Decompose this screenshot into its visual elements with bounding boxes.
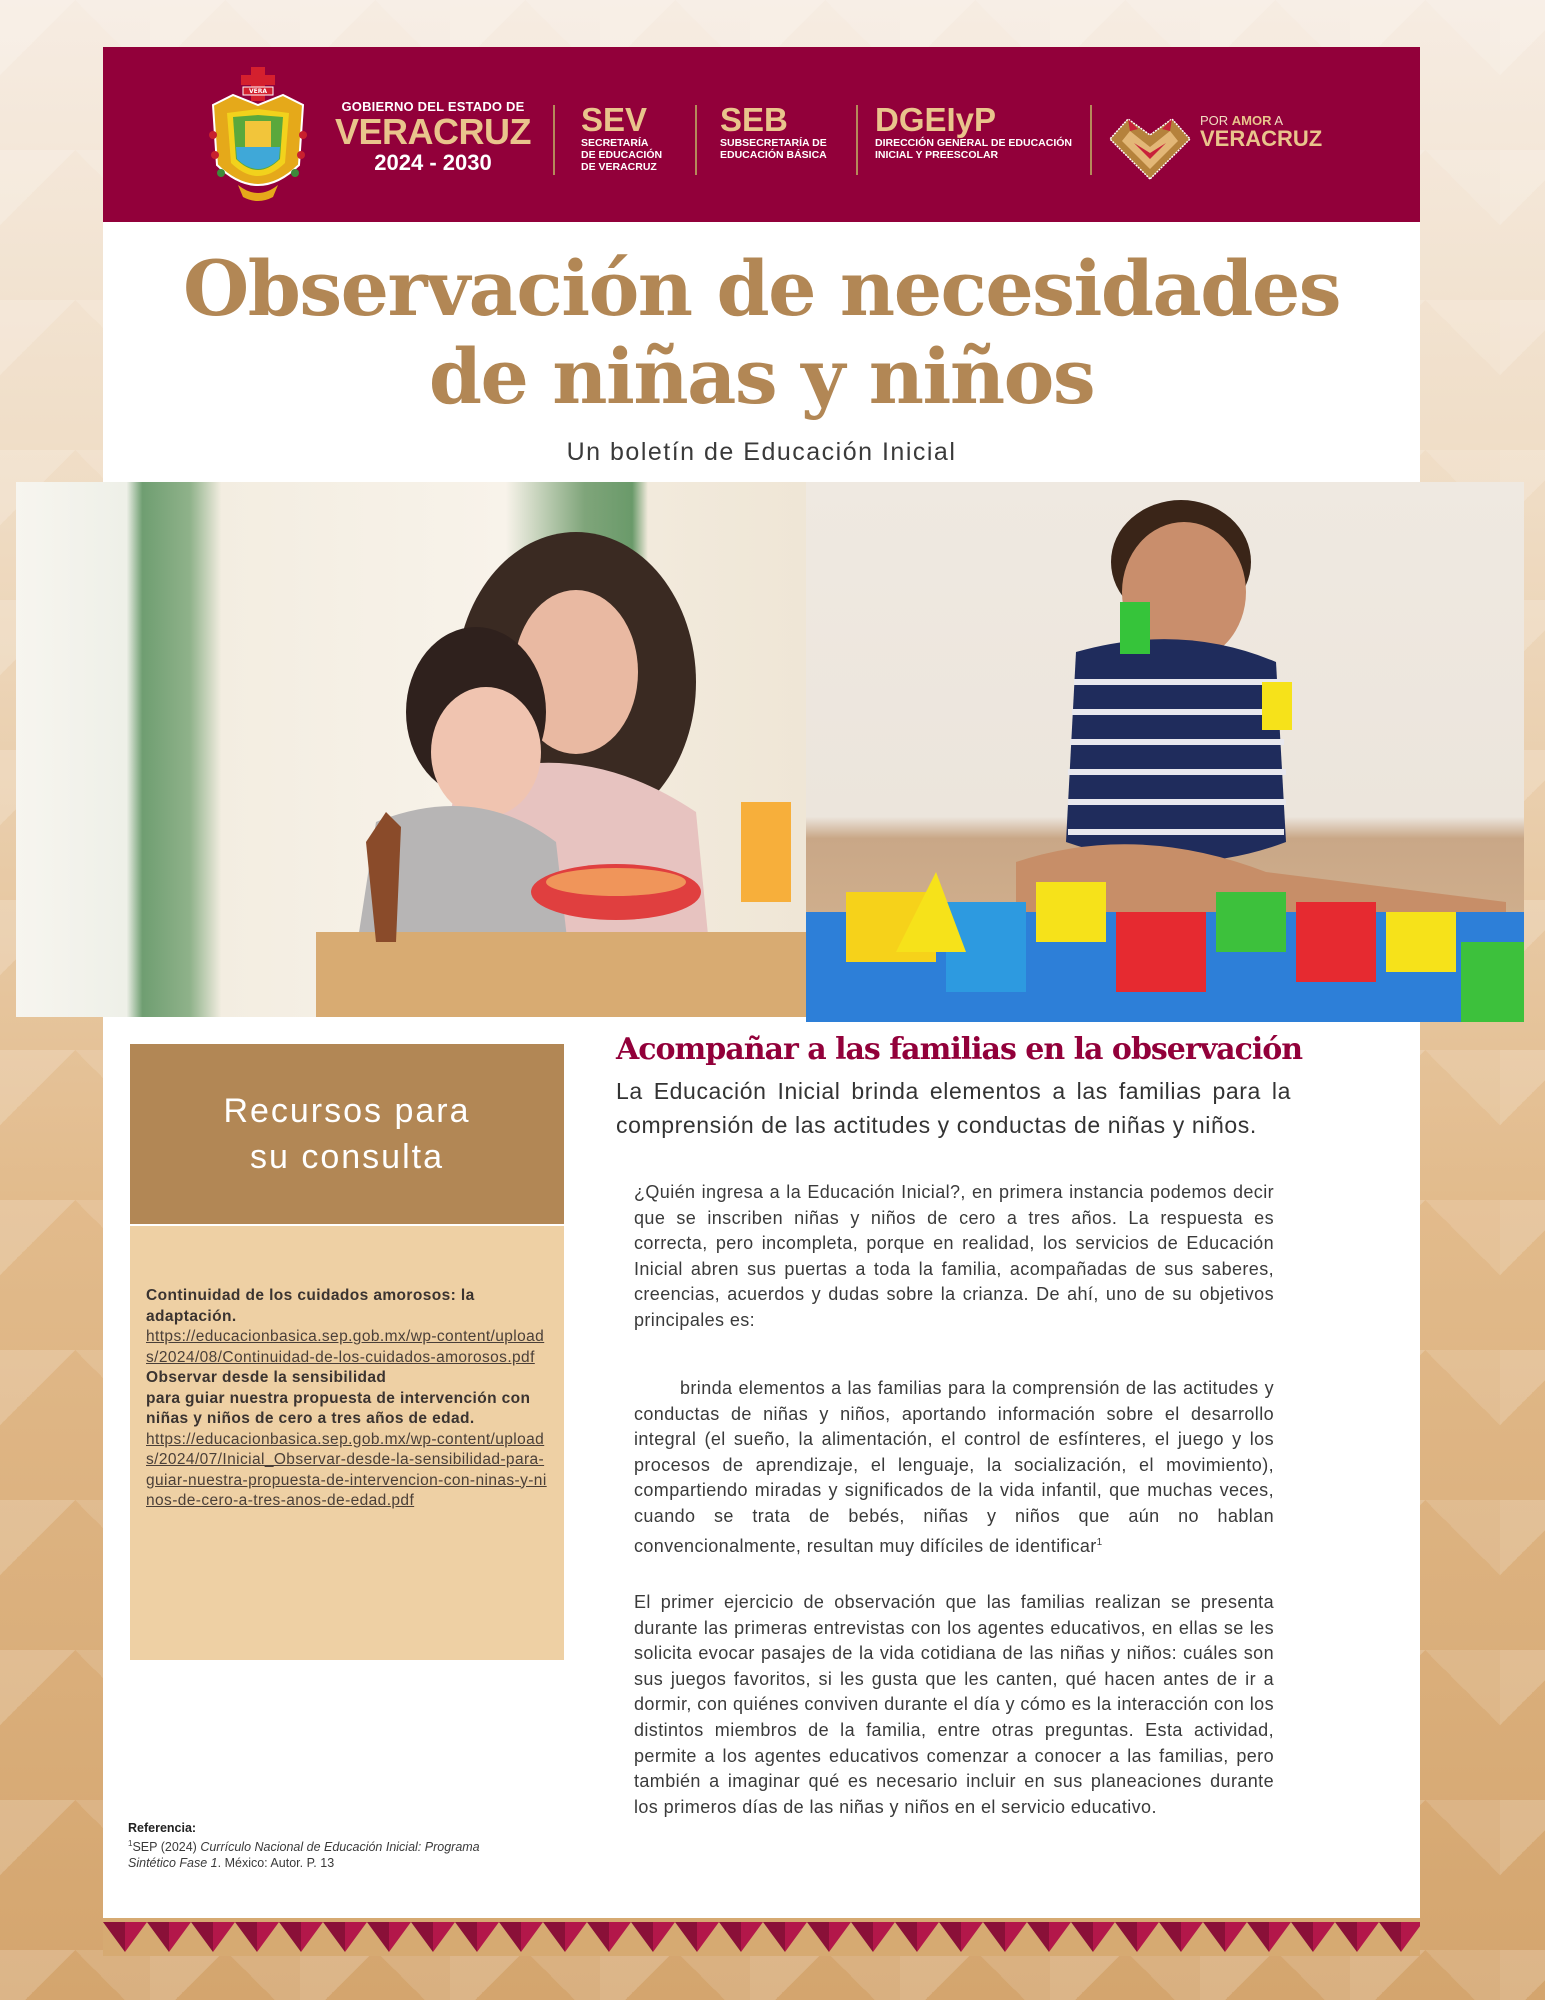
seb-abbr: SEB [720, 101, 788, 138]
slogan-bold: AMOR [1231, 113, 1272, 128]
band-triangle-light [1225, 1922, 1247, 1952]
band-triangle-dark [103, 1922, 125, 1952]
article-lead: La Educación Inicial brinda elementos a las familias para la comprensión de las actitudes y conductas de niñas y niños. [616, 1078, 1291, 1138]
seb-full-2: EDUCACIÓN BÁSICA [720, 149, 827, 161]
title-line1: Observación de necesidades [183, 244, 1340, 333]
resource-title: Continuidad de los cuidados amorosos: la adaptación. [146, 1287, 475, 1325]
band-triangle-light [213, 1922, 235, 1952]
resource-link[interactable]: https://educacionbasica.sep.gob.mx/wp-content/uploads/2024/07/Inicial_Observar-desde-la-sensibilidad-para-guiar-nuestra-propuesta-de-intervencion-con-ninas-y-ninos-de-cero-a-tres-anos-de-edad.pdf [146, 1430, 547, 1509]
dgeiyp-logo [875, 103, 1072, 161]
band-triangle-light [521, 1922, 543, 1952]
band-triangle-dark [323, 1922, 345, 1952]
seb-full-1: SUBSECRETARÍA DE [720, 137, 827, 149]
article-paragraph: ¿Quién ingresa a la Educación Inicial?, en primera instancia podemos decir que se inscriben niñas y niños de cero a tres años. La respuesta es correcta, pero incompleta, porque en realidad, los servicios de Educación Inicial abren sus puertas a toda la familia, acompañadas de sus saberes, creencias, acuerdos y dudas sobre la crianza. De ahí, uno de su objetivos principales es: [634, 1182, 1274, 1330]
gov-line1: GOBIERNO DEL ESTADO DE [341, 99, 525, 114]
sev-full-3: DE VERACRUZ [581, 161, 657, 173]
gov-line2: VERACRUZ [334, 111, 531, 152]
band-triangle-dark [1071, 1922, 1093, 1952]
band-triangle-dark [719, 1922, 741, 1952]
dgeiyp-full-1: DIRECCIÓN GENERAL DE EDUCACIÓN [875, 137, 1072, 149]
title-line2: de niñas y niños [428, 332, 1095, 421]
band-triangle-light [653, 1922, 675, 1952]
band-triangle-dark [499, 1922, 521, 1952]
band-triangle-light [609, 1922, 631, 1952]
band-triangle-light [829, 1922, 851, 1952]
veracruz-crest-icon [203, 65, 313, 205]
band-triangle-light [1093, 1922, 1115, 1952]
band-triangle-light [1181, 1922, 1203, 1952]
baby-with-blocks-illustration [806, 482, 1524, 1022]
page-title [103, 245, 1420, 421]
article-quote [634, 1376, 1274, 1559]
band-triangle-light [433, 1922, 455, 1952]
band-triangle-dark [1203, 1922, 1225, 1952]
band-triangle-dark [851, 1922, 873, 1952]
resources-list [130, 1226, 564, 1660]
sev-logo [581, 103, 662, 173]
state-government-logo [333, 99, 533, 176]
band-triangle-dark [763, 1922, 785, 1952]
resources-heading-line2: su consulta [250, 1138, 444, 1176]
reference-heading: Referencia: [128, 1821, 197, 1835]
mother-and-child-photo [16, 482, 806, 1017]
band-triangle-dark [411, 1922, 433, 1952]
band-triangle-dark [1159, 1922, 1181, 1952]
band-triangle-light [257, 1922, 279, 1952]
band-triangle-dark [631, 1922, 653, 1952]
band-triangle-light [301, 1922, 323, 1952]
band-triangle-dark [1247, 1922, 1269, 1952]
gov-line3: 2024 - 2030 [374, 150, 492, 175]
article-title: Acompañar a las familias en la observación [616, 1032, 1303, 1067]
article-paragraph: El primer ejercicio de observación que las familias realizan se presenta durante las primeras entrevistas con los agentes educativos, en ellas se les solicita evocar pasajes de la vida cotidiana de las niñas y niños: cuáles son sus juegos favoritos, si les gusta que les canten, qué hacen antes de ir a dormir, con quiénes conviven durante el día y cómo es la interacción con los distintos miembros de la familia, entre otras preguntas. Esta actividad, permite a los agentes educativos comenzar a conocer a las familias, pero también a imaginar qué es necesario incluir en sus planeaciones durante los primeros días de las niñas y niños en el servicio educativo. [634, 1592, 1274, 1817]
band-triangle-light [1313, 1922, 1335, 1952]
band-triangle-light [477, 1922, 499, 1952]
band-triangle-light [1005, 1922, 1027, 1952]
band-triangle-light [961, 1922, 983, 1952]
band-triangle-dark [1115, 1922, 1137, 1952]
band-triangle-dark [895, 1922, 917, 1952]
band-triangle-dark [1291, 1922, 1313, 1952]
band-triangle-dark [543, 1922, 565, 1952]
header-banner [103, 47, 1420, 222]
band-triangle-light [125, 1922, 147, 1952]
band-triangle-light [1269, 1922, 1291, 1952]
page-subtitle: Un boletín de Educación Inicial [566, 438, 957, 466]
seb-logo [720, 103, 827, 161]
mother-and-child-illustration [16, 482, 806, 1017]
resource-title-line2: para guiar nuestra propuesta de intervención con niñas y niños de cero a tres años de edad. [146, 1389, 531, 1427]
band-triangle-light [917, 1922, 939, 1952]
band-triangle-light [785, 1922, 807, 1952]
header-divider [856, 105, 858, 175]
article-quote-text: brinda elementos a las familias para la comprensión de las actitudes y conductas de niñas y niños, aportando información sobre el desarrollo integral (el sueño, la alimentación, el control de esfínteres, el juego y los procesos de aprendizaje, el lenguaje, la socialización, el movimiento), compartiendo miradas y significados de la vida infantil, que muchas veces, cuando se trata de bebés, niñas y niños que aún no hablan convencionalmente, resultan muy difíciles de identificar [634, 1378, 1274, 1556]
reference-note [128, 1820, 528, 1871]
band-triangle-dark [367, 1922, 389, 1952]
band-triangle-dark [1335, 1922, 1357, 1952]
header-divider [1090, 105, 1092, 175]
band-triangle-light [169, 1922, 191, 1952]
band-triangle-light [1137, 1922, 1159, 1952]
band-triangle-dark [279, 1922, 301, 1952]
header-divider [553, 105, 555, 175]
slogan-line2: VERACRUZ [1200, 126, 1323, 151]
band-triangle-light [389, 1922, 411, 1952]
heart-logo-icon [1108, 105, 1192, 181]
band-triangle-light [345, 1922, 367, 1952]
band-triangle-light [741, 1922, 763, 1952]
band-triangle-dark [1379, 1922, 1401, 1952]
band-triangle-dark [983, 1922, 1005, 1952]
band-triangle-light [873, 1922, 895, 1952]
band-triangle-dark [191, 1922, 213, 1952]
slogan-pre: POR [1200, 113, 1232, 128]
band-triangle-dark [675, 1922, 697, 1952]
por-amor-a-veracruz-logo [1200, 113, 1322, 150]
band-triangle-light [565, 1922, 587, 1952]
header-divider [695, 105, 697, 175]
band-triangle-dark [235, 1922, 257, 1952]
resource-link[interactable]: https://educacionbasica.sep.gob.mx/wp-content/uploads/2024/08/Continuidad-de-los-cuidados-amorosos.pdf [146, 1328, 545, 1366]
crest-label: VERA [248, 88, 268, 95]
band-triangle-light [1357, 1922, 1379, 1952]
band-triangle-dark [807, 1922, 829, 1952]
reference-mark: 1 [128, 1839, 133, 1848]
reference-title: Currículo Nacional de Educación Inicial: Programa Sintético Fase 1 [128, 1840, 480, 1871]
decorative-border-band [103, 1918, 1420, 1956]
band-triangle-light [697, 1922, 719, 1952]
triangle-pattern-icon [103, 1918, 1420, 1956]
band-triangle-dark [587, 1922, 609, 1952]
band-triangle-light [1049, 1922, 1071, 1952]
footnote-mark: 1 [1096, 1536, 1103, 1548]
band-triangle-dark [939, 1922, 961, 1952]
resource-title-line1: Observar desde la sensibilidad [146, 1369, 387, 1386]
band-triangle-light [1401, 1922, 1420, 1952]
resources-heading [130, 1044, 564, 1224]
sev-abbr: SEV [581, 101, 648, 138]
sev-full-2: DE EDUCACIÓN [581, 149, 663, 161]
band-triangle-dark [147, 1922, 169, 1952]
sev-full-1: SECRETARÍA [581, 137, 649, 149]
resources-heading-line1: Recursos para [223, 1092, 471, 1130]
reference-pre: SEP (2024) [132, 1840, 201, 1855]
band-triangle-dark [1027, 1922, 1049, 1952]
slogan-post: A [1271, 113, 1284, 128]
dgeiyp-full-2: INICIAL Y PREESCOLAR [875, 149, 999, 161]
band-triangle-dark [455, 1922, 477, 1952]
baby-with-blocks-photo [806, 482, 1524, 1022]
reference-post: . México: Autor. P. 13 [217, 1856, 335, 1871]
dgeiyp-abbr: DGEIyP [875, 101, 997, 138]
